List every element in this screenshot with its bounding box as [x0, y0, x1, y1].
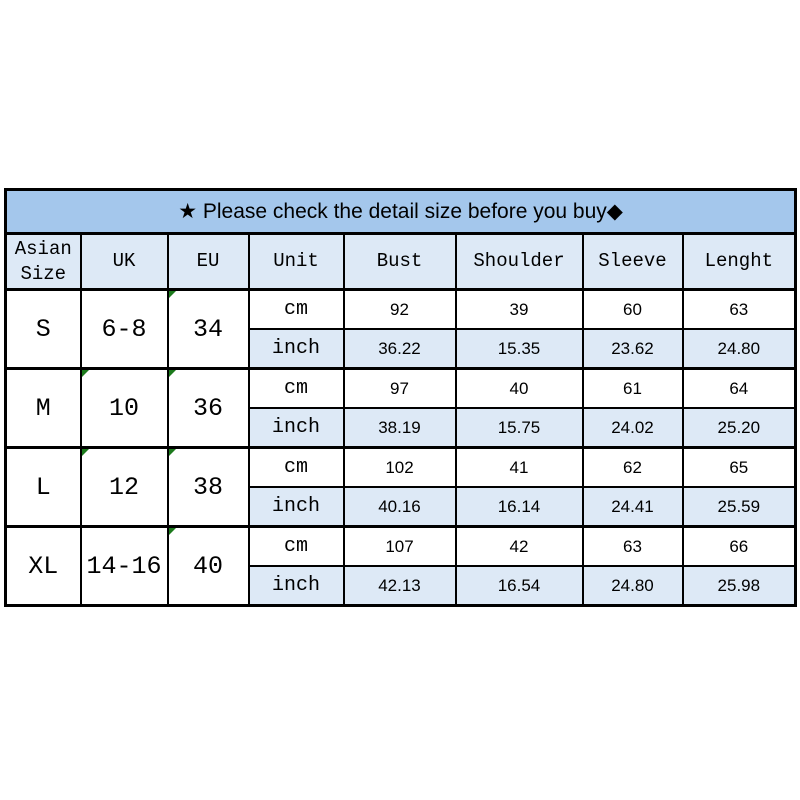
sleeve-cm-cell: 60	[583, 290, 683, 330]
header-cell-lenght: Lenght	[683, 234, 796, 290]
eu-cell	[168, 448, 249, 527]
sleeve-inch-cell: 23.62	[583, 329, 683, 369]
banner-title: ★ Please check the detail size before you buy◆	[6, 190, 796, 234]
header-cell-sleeve: Sleeve	[583, 234, 683, 290]
bust-cm-cell: 102	[344, 448, 456, 488]
bust-inch-cell: 42.13	[344, 566, 456, 606]
sleeve-inch-cell: 24.02	[583, 408, 683, 448]
size-cell: S	[6, 290, 81, 369]
excel-error-marker-icon	[169, 370, 176, 377]
uk-cell	[81, 369, 168, 448]
header-cell-uk: UK	[81, 234, 168, 290]
sleeve-cm-cell: 61	[583, 369, 683, 409]
shoulder-inch-cell: 15.35	[456, 329, 583, 369]
eu-cell	[168, 290, 249, 369]
unit-cm-label: cm	[249, 448, 344, 488]
header-cell-shoulder: Shoulder	[456, 234, 583, 290]
eu-value: 34	[192, 314, 223, 344]
excel-error-marker-icon	[169, 291, 176, 298]
unit-cm-label: cm	[249, 290, 344, 330]
banner-row	[6, 190, 796, 234]
eu-value: 38	[192, 472, 223, 502]
bust-cm-cell: 97	[344, 369, 456, 409]
eu-value: 36	[192, 393, 223, 423]
eu-cell	[168, 369, 249, 448]
shoulder-cm-cell: 39	[456, 290, 583, 330]
lenght-cm-cell: 63	[683, 290, 796, 330]
uk-cell: 6-8	[81, 290, 168, 369]
excel-error-marker-icon	[82, 370, 89, 377]
shoulder-inch-cell: 15.75	[456, 408, 583, 448]
unit-inch-label: inch	[249, 329, 344, 369]
sleeve-cm-cell: 62	[583, 448, 683, 488]
uk-cell: 14-16	[81, 527, 168, 606]
bust-cm-cell: 92	[344, 290, 456, 330]
bust-inch-cell: 36.22	[344, 329, 456, 369]
size-chart-table	[4, 188, 797, 607]
size-cell: M	[6, 369, 81, 448]
shoulder-cm-cell: 40	[456, 369, 583, 409]
sleeve-cm-cell: 63	[583, 527, 683, 567]
excel-error-marker-icon	[169, 528, 176, 535]
lenght-inch-cell: 25.98	[683, 566, 796, 606]
unit-inch-label: inch	[249, 408, 344, 448]
lenght-cm-cell: 65	[683, 448, 796, 488]
row-m-cm	[6, 369, 796, 409]
lenght-inch-cell: 25.59	[683, 487, 796, 527]
bust-inch-cell: 38.19	[344, 408, 456, 448]
header-cell-eu: EU	[168, 234, 249, 290]
shoulder-cm-cell: 41	[456, 448, 583, 488]
bust-cm-cell: 107	[344, 527, 456, 567]
bust-inch-cell: 40.16	[344, 487, 456, 527]
header-cell-bust: Bust	[344, 234, 456, 290]
unit-inch-label: inch	[249, 566, 344, 606]
uk-cell	[81, 448, 168, 527]
eu-cell	[168, 527, 249, 606]
shoulder-inch-cell: 16.54	[456, 566, 583, 606]
unit-cm-label: cm	[249, 527, 344, 567]
header-row	[6, 234, 796, 290]
sleeve-inch-cell: 24.41	[583, 487, 683, 527]
eu-value: 40	[192, 551, 223, 581]
uk-value: 10	[108, 393, 139, 423]
shoulder-cm-cell: 42	[456, 527, 583, 567]
header-cell-unit: Unit	[249, 234, 344, 290]
size-cell: L	[6, 448, 81, 527]
lenght-inch-cell: 24.80	[683, 329, 796, 369]
row-xl-cm	[6, 527, 796, 567]
row-s-cm	[6, 290, 796, 330]
header-cell-asian-size: Asian Size	[6, 234, 81, 290]
row-l-cm	[6, 448, 796, 488]
excel-error-marker-icon	[169, 449, 176, 456]
size-cell: XL	[6, 527, 81, 606]
lenght-inch-cell: 25.20	[683, 408, 796, 448]
shoulder-inch-cell: 16.14	[456, 487, 583, 527]
sleeve-inch-cell: 24.80	[583, 566, 683, 606]
lenght-cm-cell: 66	[683, 527, 796, 567]
unit-cm-label: cm	[249, 369, 344, 409]
uk-value: 12	[108, 472, 139, 502]
excel-error-marker-icon	[82, 449, 89, 456]
unit-inch-label: inch	[249, 487, 344, 527]
lenght-cm-cell: 64	[683, 369, 796, 409]
